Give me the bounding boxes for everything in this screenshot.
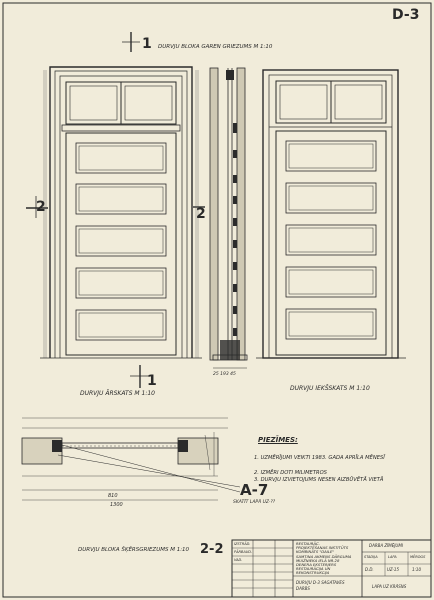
section-small-dims: 25 193 45 (213, 372, 236, 377)
vertical-section-1-1 (210, 68, 247, 368)
note-1: 1. UZMĒRĪJUMI VEIKTI 1983. GADA APRĪLA MĒNESĪ (254, 455, 385, 461)
exterior-view-title: DURVJU ĀRSKATS M 1:10 (80, 390, 155, 397)
tb-sheet-label: LAPA UZ KRĀSNS (372, 584, 407, 589)
tb-row-3: VAD. (234, 558, 243, 562)
tb-center-7: RESTAURĀCIJA UN (296, 566, 331, 571)
tb-center-6: DENERA EKSTERJERS (296, 562, 337, 567)
plan-section-title: DURVJU BLOKA ŠĶĒRSGRIEZUMS M 1:10 (78, 547, 190, 553)
tb-col-stage: STADIJA (364, 555, 378, 559)
tb-center-5: MUIŽNIEKA IELĀ NR.28 (296, 558, 340, 563)
tb-center-4: SAMTINA AKMENS DĀRGUMA (296, 554, 352, 559)
tb-row-2: PĀRBAUD. (234, 550, 253, 554)
note-3: 3. DURVJU IZVIETOJUMS NESEN AIZBŪVĒTĀ VIETĀ (254, 477, 384, 483)
note-2: 2. IZMĒRI DOTI MILIMETROS (254, 470, 327, 476)
section-2-right-label: 2 (196, 206, 206, 222)
plan-dim-inner: 810 (108, 493, 118, 499)
plan-section-2-2 (22, 418, 240, 500)
tb-lower-2: DARBS (296, 586, 310, 591)
interior-door-elevation (256, 70, 406, 358)
tb-col-sheet: LAPA (388, 555, 397, 559)
interior-view-title: DURVJU IEKŠSKATS M 1:10 (290, 385, 370, 392)
tb-val-stage: D.D. (365, 567, 374, 572)
exterior-door-elevation (40, 67, 202, 358)
section-2-2-label: 2-2 (200, 542, 224, 557)
section-2-left-label: 2 (36, 199, 46, 215)
tb-lower-1: DURVJU D-3 SAGATAVES (296, 580, 345, 585)
tb-right-top: DARBA ZĪMĒJUMI (369, 543, 403, 548)
notes-heading: PIEZĪMES: (258, 436, 298, 444)
section-1-bottom-label: 1 (147, 373, 157, 389)
plan-dim-total: 1300 (110, 502, 123, 508)
a7-note: SKATĪT LAPĀ UZ-?? (233, 500, 276, 505)
tb-center-1: RESTAURĀC. (296, 541, 320, 546)
tb-center-8: REKONSTRUKCIJA (296, 570, 330, 575)
tb-val-sheet: UZ-15 (387, 567, 400, 572)
tb-col-scale: MĒROGS (410, 555, 426, 559)
sheet-code: D-3 (392, 7, 420, 23)
top-section-title: DURVJU BLOKA GAREN GRIEZUMS M 1:10 (158, 44, 273, 50)
tb-row-1: IZSTRĀD. (234, 542, 251, 546)
tb-val-scale: 1:10 (412, 567, 421, 572)
tb-center-2: PROJEKTĒŠANAS INSTITŪTS (296, 545, 349, 550)
section-1-top-marker (122, 32, 140, 52)
tb-center-3: KOMBINĀTS "DAILE" (296, 549, 335, 554)
a7-mark: A-7 (240, 481, 269, 499)
section-1-top-label: 1 (142, 36, 152, 52)
